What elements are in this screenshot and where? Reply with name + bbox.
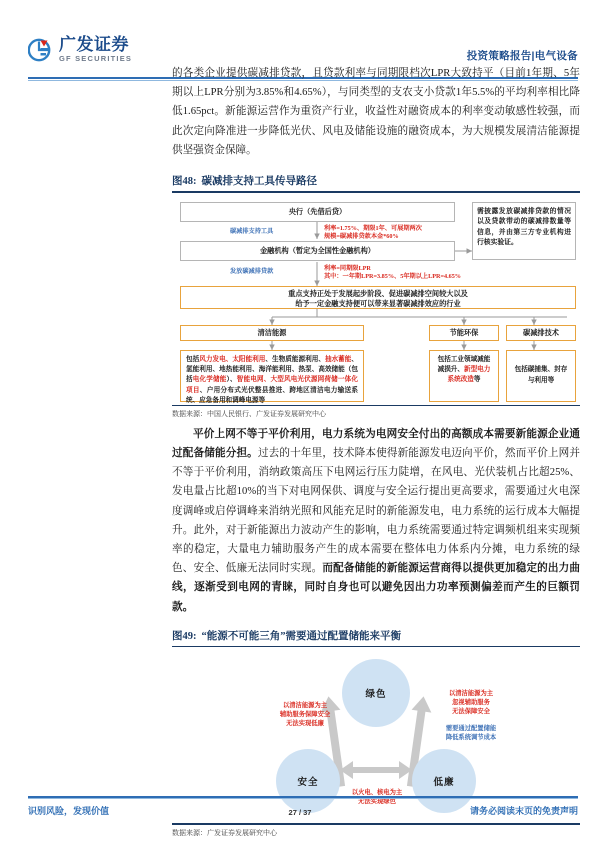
node-green: 绿色 bbox=[342, 659, 410, 727]
figure-48-diagram bbox=[172, 198, 580, 405]
page-footer bbox=[0, 796, 600, 826]
figure-48-number: 图48: bbox=[172, 176, 197, 188]
label-support-tool: 碳减排支持工具 bbox=[230, 227, 274, 235]
footer-divider bbox=[28, 796, 578, 798]
label-issue-loan: 发放碳减排贷款 bbox=[230, 267, 274, 275]
detail-carbon-tech bbox=[506, 350, 576, 402]
detail-clean-energy-text: 包括风力发电、太阳能利用、生物质能源利用、抽水蓄能、氢能利用、地热能利用、海洋能利用、热泵、高效储能（包括电化学储能）、智能电网、大型风电光伏源网荷储一体化项目、户用分布式光伏整县推进、跨地区清洁电力输送系统、应急备用和调峰电源等 bbox=[186, 355, 359, 405]
footer-disclaimer: 请务必阅读末页的免责声明 bbox=[469, 806, 578, 816]
figure-49-title: “能源不可能三角”需要通过配置储能来平衡 bbox=[201, 630, 401, 642]
figure-48-title: 碳减排支持工具传导路径 bbox=[201, 176, 317, 188]
paragraph-2-bold-lead: 平价上网不等于平价利用，电力系统为电网安全付出的高额成本需要新能源企业通过配备储能分担。 bbox=[172, 428, 580, 459]
detail-energy-saving bbox=[429, 350, 499, 402]
figure-49-caption bbox=[172, 628, 580, 646]
node-clean-energy: 清洁能源 bbox=[180, 325, 364, 341]
annotation-left-red: 以清洁能源为主 辅助服务保障安全 无法实现低廉 bbox=[279, 702, 331, 728]
node-safety: 安全 bbox=[276, 749, 340, 813]
figure-48 bbox=[172, 173, 580, 419]
label-loan-detail-line2: 其中：一年期LPR=3.85%、5年期以上LPR=4.65% bbox=[324, 273, 461, 281]
logo-text-cn: 广发证券 bbox=[59, 35, 129, 54]
figure-48-caption bbox=[172, 173, 580, 191]
annotation-bottom-red: 以火电、核电为主 无法实现绿色 bbox=[351, 789, 403, 806]
label-loan-detail bbox=[324, 265, 574, 282]
footer-slogan: 识别风险，发现价值 bbox=[28, 806, 110, 816]
node-energy-saving: 节能环保 bbox=[429, 325, 499, 341]
footer-page-number: 27 / 37 bbox=[288, 808, 312, 817]
paragraph-2-normal: 过去的十年里，技术降本使得新能源发电迈向平价，然而平价上网并不等于平价利用，消纳政策高压下电网运行压力陡增，在风电、光伏装机占比超25%、发电量占比超10%的当下对电网保供、调度与安全运行提出更高要求，需要通过火电深度调峰或启停调峰来消纳光照和风能充足时的新能源发电，电力系统的运行成本大幅提升。此外，对于新能源出力波动产生的影响，电力系统需要通过特定调频机组来实现频率的稳定，大量电力辅助服务产生的成本需要在整体电力体系内分摊，电力系统的绿色、安全、低廉无法同时实现。 bbox=[172, 448, 581, 575]
detail-clean-energy bbox=[180, 350, 364, 405]
label-loan-detail-line1: 利率=同期限LPR bbox=[324, 264, 371, 272]
figure-49-source: 数据来源：广发证券发展研究中心 bbox=[172, 828, 277, 837]
node-focus-support bbox=[180, 286, 576, 309]
node-focus-support-text: 重点支持正处于发展起步阶段、促进碳减排空间较大以及 给予一定金融支持便可以带来显著碳减排效应的行业 bbox=[288, 289, 468, 308]
gf-logo-icon bbox=[28, 37, 54, 63]
figure-48-source: 数据来源：中国人民银行、广发证券发展研究中心 bbox=[172, 409, 326, 418]
label-tool-detail-line1: 利率=1.75%、期限1年、可展期两次 bbox=[324, 224, 422, 232]
brand-logo bbox=[28, 36, 132, 63]
figure-49-rule bbox=[172, 646, 580, 648]
paragraph-1: 的各类企业提供碳减排贷款，且贷款利率与同期限档次LPR大致持平（目前1年期、5年期以上LPR分别为3.85%和4.65%），与同类型的支农支小贷款1年5.5%的平均利率相比降低1.65pct。新能源运营作为重资产行业，收益性对融资成本的利率变动敏感性较强，而此次定向降准进一步降低光伏、风电及储能设施的融资成本，为大规模发展清洁能源提供坚强资金保障。 bbox=[172, 68, 580, 156]
figure-48-rule bbox=[172, 191, 580, 193]
detail-carbon-tech-text: 包括碳捕集、封存与利用等 bbox=[514, 366, 568, 384]
node-cheap: 低廉 bbox=[412, 749, 476, 813]
node-disclosure-box: 需披露发放碳减排贷款的情况以及贷款带动的碳减排数量等信息，并由第三方专业机构进行核实验证。 bbox=[472, 202, 576, 260]
annotation-right-red: 以清洁能源为主 忽视辅助服务 无法保障安全 bbox=[448, 690, 494, 716]
figure-49-number: 图49: bbox=[172, 630, 197, 642]
node-central-bank: 央行（先借后贷） bbox=[180, 202, 455, 222]
detail-energy-saving-text: 包括工业领域减能减损升、新型电力系统改造等 bbox=[437, 355, 491, 384]
node-financial-institutions: 金融机构（暂定为全国性金融机构） bbox=[180, 241, 455, 261]
arrow-safety-cheap bbox=[340, 761, 412, 779]
paragraph-2-bold-tail: 而配备储能的新能源运营商得以提供更加稳定的出力曲线，逐渐受到电网的青睐，同时自身也可以避免因出力功率预测偏差而产生的巨额罚款。 bbox=[172, 563, 581, 613]
page-content bbox=[172, 64, 580, 838]
report-type-tag: 投资策略报告|电气设备 bbox=[466, 50, 578, 62]
paragraph-2 bbox=[172, 425, 580, 617]
logo-text-en: GF SECURITIES bbox=[59, 54, 133, 63]
annotation-right-blue: 需要通过配置储能 降低系统调节成本 bbox=[445, 725, 497, 742]
label-tool-detail-line2: 规模=碳减排贷款本金*60% bbox=[324, 233, 399, 241]
footer-divider-thin bbox=[28, 798, 578, 799]
label-tool-detail bbox=[324, 225, 454, 242]
node-carbon-tech: 碳减排技术 bbox=[506, 325, 576, 341]
